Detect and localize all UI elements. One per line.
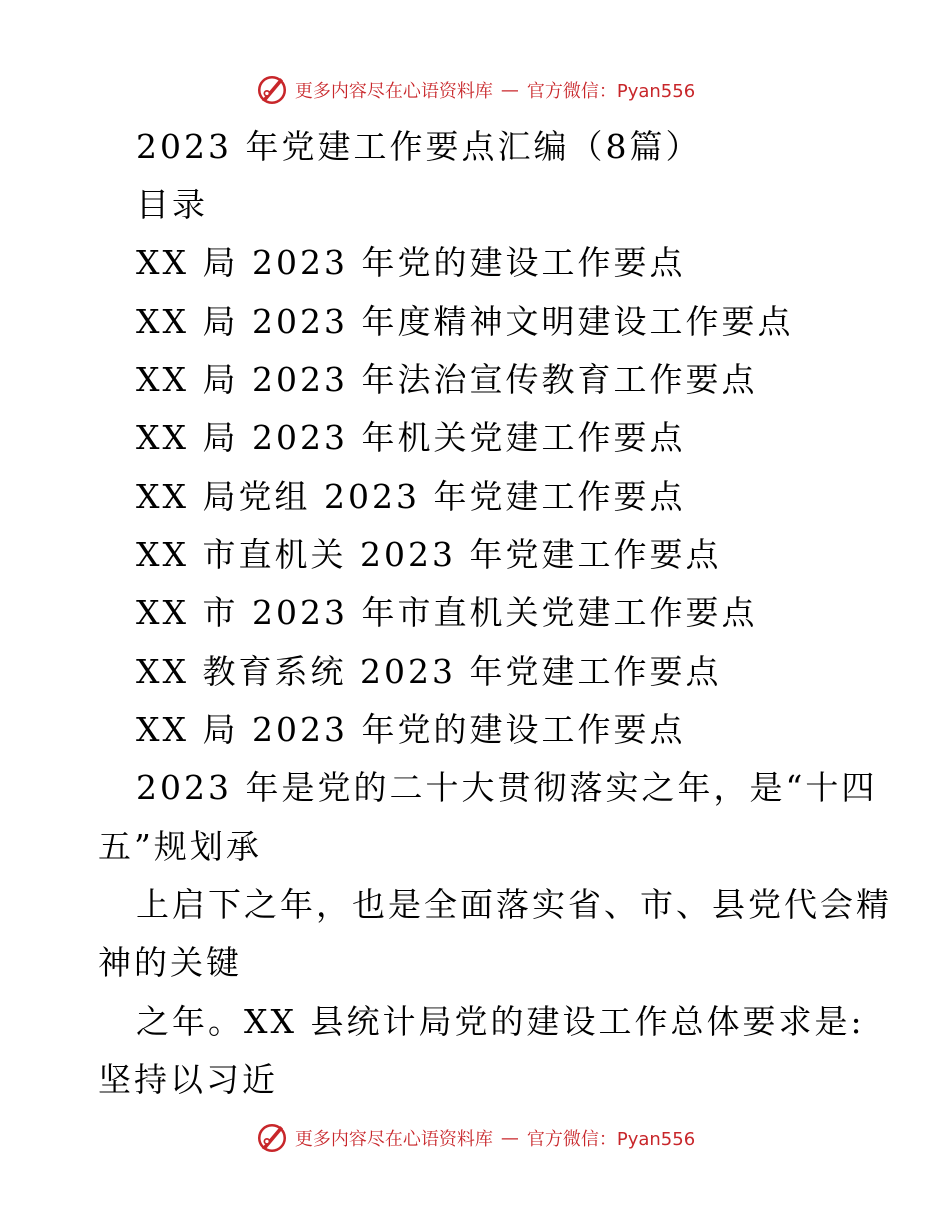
header-watermark <box>0 70 950 110</box>
watermark-contact: 官方微信：Pyan556 <box>526 1129 696 1150</box>
body-line: 神的关键 <box>98 943 242 982</box>
body-line: 坚持以习近 <box>98 1060 278 1099</box>
body-line: 上启下之年，也是全面落实省、市、县党代会精 <box>136 885 892 924</box>
toc-item: XX 局党组 2023 年党建工作要点 <box>136 477 686 516</box>
toc-heading: 目录 <box>136 185 208 224</box>
watermark-separator: — <box>500 79 519 101</box>
toc-item: XX 局 2023 年法治宣传教育工作要点 <box>136 360 758 399</box>
footer-watermark <box>0 1118 950 1158</box>
toc-item: XX 教育系统 2023 年党建工作要点 <box>136 652 722 691</box>
toc-item: XX 局 2023 年党的建设工作要点 <box>136 243 686 282</box>
toc-item: XX 市 2023 年市直机关党建工作要点 <box>136 593 758 632</box>
body-line: 之年。XX 县统计局党的建设工作总体要求是: <box>136 1002 865 1041</box>
toc-item: XX 市直机关 2023 年党建工作要点 <box>136 535 722 574</box>
watermark-contact: 官方微信：Pyan556 <box>526 81 696 102</box>
section-heading: XX 局 2023 年党的建设工作要点 <box>136 710 686 749</box>
body-line: 五”规划承 <box>98 827 262 866</box>
document-title: 2023 年党建工作要点汇编（8篇） <box>136 127 702 166</box>
watermark-text: 更多内容尽在心语资料库 <box>294 1129 493 1150</box>
watermark-text: 更多内容尽在心语资料库 <box>294 81 493 102</box>
body-line: 2023 年是党的二十大贯彻落实之年，是“十四 <box>136 768 878 807</box>
toc-item: XX 局 2023 年机关党建工作要点 <box>136 418 686 457</box>
toc-item: XX 局 2023 年度精神文明建设工作要点 <box>136 302 794 341</box>
watermark-separator: — <box>500 1127 519 1149</box>
quill-logo-icon <box>255 1121 289 1155</box>
quill-logo-icon <box>255 73 289 107</box>
